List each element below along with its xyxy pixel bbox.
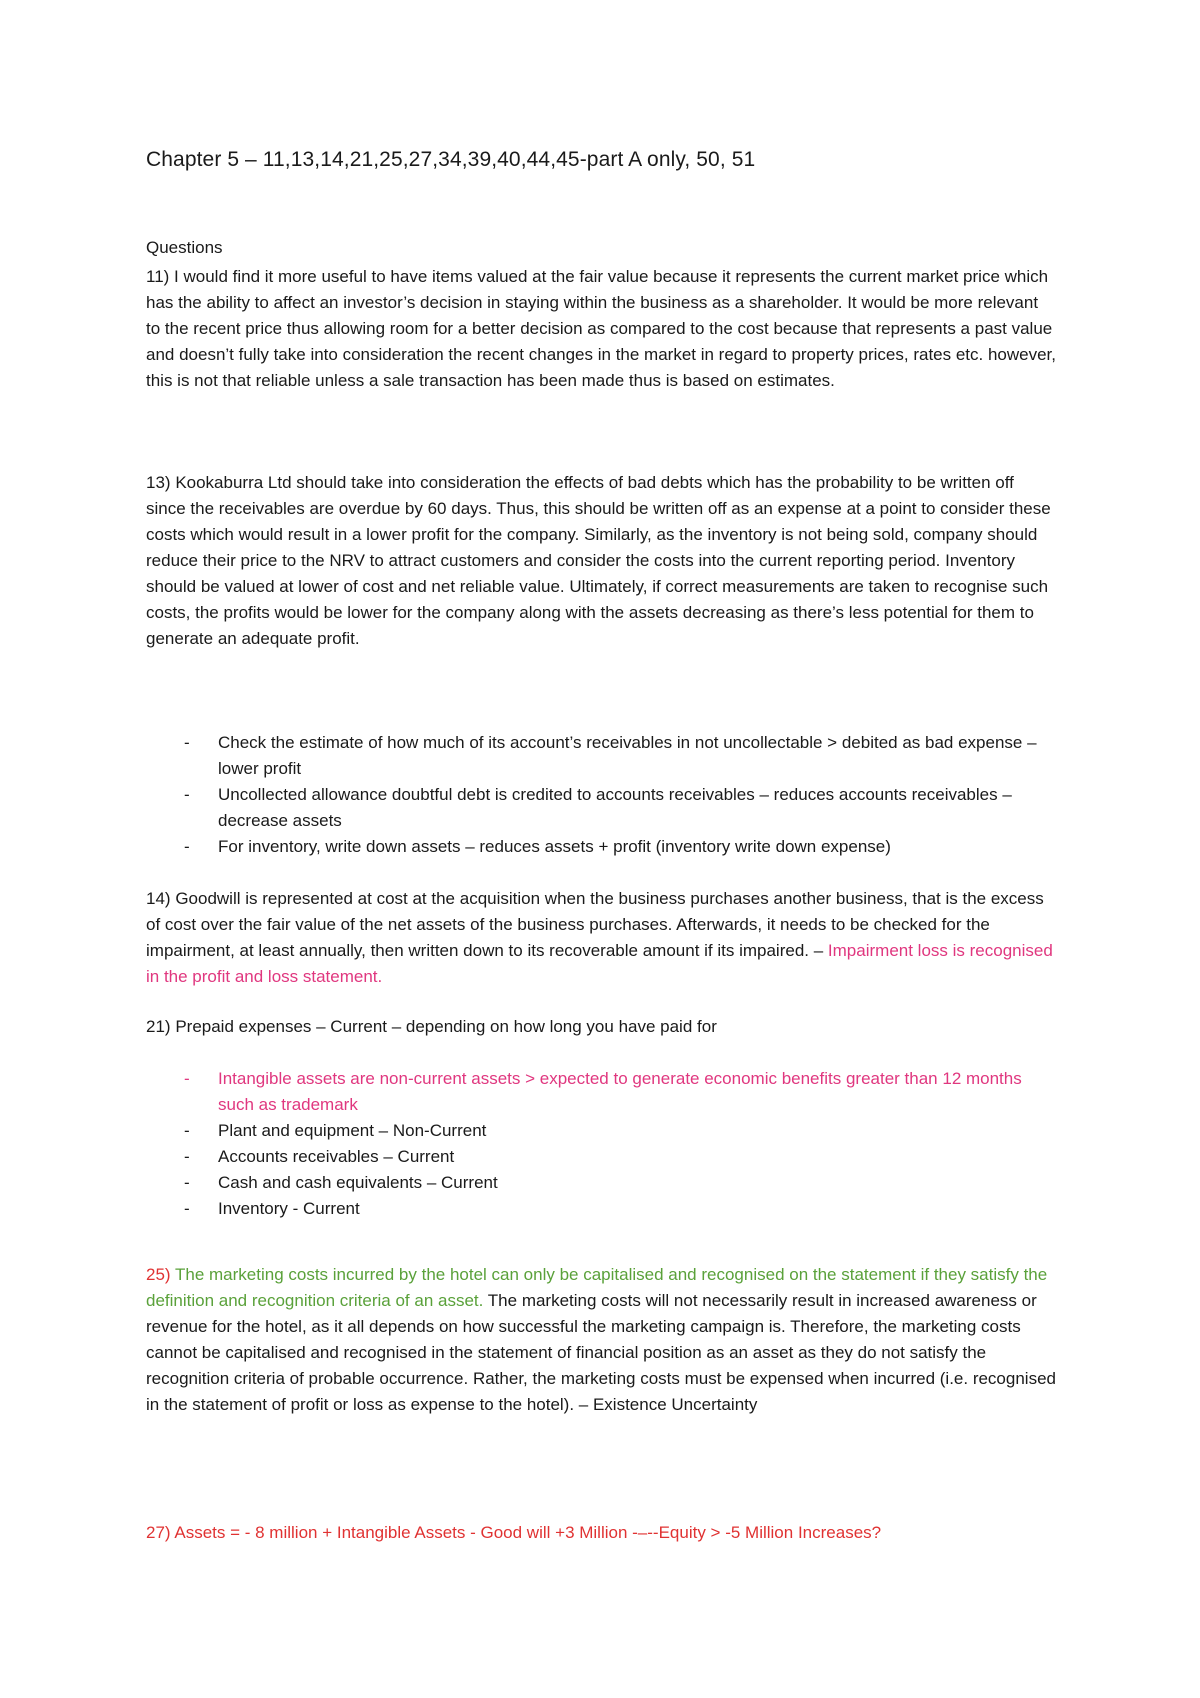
question-number: 11) <box>146 267 170 286</box>
list-item-text: Inventory - Current <box>218 1199 360 1218</box>
question-number: 21) <box>146 1017 171 1036</box>
list-item <box>146 1144 1056 1170</box>
list-item-text: Intangible assets are non-current assets > expected to generate economic benefits greater than 12 months such as trademark <box>218 1069 1022 1114</box>
answer-text: I would find it more useful to have items valued at the fair value because it represents the current market price which has the ability to affect an investor’s decision in staying within the business as a shareholder. It would be more relevant to the recent price thus allowing room for a better decision as compared to the cost because that represents a past value and doesn’t fully take into consideration the recent changes in the market in regard to property prices, rates etc. however, this is not that reliable unless a sale transaction has been made thus is based on estimates. <box>146 267 1057 390</box>
question-21-bullets <box>146 1066 1056 1222</box>
bullet-dash: - <box>184 837 190 856</box>
bullet-dash: - <box>184 1069 190 1088</box>
bullet-dash: - <box>184 1199 190 1218</box>
list-item-text: Uncollected allowance doubtful debt is credited to accounts receivables – reduces accounts receivables – decrease assets <box>218 785 1012 830</box>
question-11 <box>146 264 1056 394</box>
question-number: 25) <box>146 1265 171 1284</box>
highlighted-text: The marketing costs incurred by the hotel can only be capitalised and recognised on the statement if they satisfy the definition and recognition criteria of an asset. <box>146 1265 1048 1310</box>
bullet-dash: - <box>184 1147 190 1166</box>
document-title: Chapter 5 – 11,13,14,21,25,27,34,39,40,44,45-part A only, 50, 51 <box>146 148 756 171</box>
question-13 <box>146 470 1056 652</box>
list-item-text: Plant and equipment – Non-Current <box>218 1121 487 1140</box>
question-13-bullets <box>146 730 1056 860</box>
question-21 <box>146 1014 1056 1040</box>
question-14 <box>146 886 1056 990</box>
list-item <box>146 1118 1056 1144</box>
list-item <box>146 782 1056 834</box>
list-item <box>146 1170 1056 1196</box>
list-item-text: Cash and cash equivalents – Current <box>218 1173 498 1192</box>
bullet-dash: - <box>184 733 190 752</box>
bullet-dash: - <box>184 1173 190 1192</box>
list-item <box>146 730 1056 782</box>
bullet-dash: - <box>184 1121 190 1140</box>
highlighted-text: Impairment loss is recognised in the profit and loss statement. <box>146 941 1053 986</box>
list-item <box>146 834 1056 860</box>
answer-text: Goodwill is represented at cost at the acquisition when the business purchases another business, that is the excess of cost over the fair value of the net assets of the business purchases. Afterwards, it needs to be checked for the impairment, at least annually, then written down to its recoverable amount if its impaired. – <box>146 889 1044 960</box>
answer-text: Kookaburra Ltd should take into consideration the effects of bad debts which has the probability to be written off since the receivables are overdue by 60 days. Thus, this should be written off as an expense at a point to consider these costs which would result in a lower profit for the company. Similarly, as the inventory is not being sold, company should reduce their price to the NRV to attract customers and consider the costs into the current reporting period. Inventory should be valued at lower of cost and net reliable value. Ultimately, if correct measurements are taken to recognise such costs, the profits would be lower for the company along with the assets decreasing as there’s less potential for them to generate an adequate profit. <box>146 473 1051 648</box>
question-number: 14) <box>146 889 171 908</box>
answer-text: The marketing costs will not necessarily result in increased awareness or revenue for the hotel, as it all depends on how successful the marketing campaign is. Therefore, the marketing costs cannot be capitalised and recognised in the statement of financial position as an asset as they do not satisfy the recognition criteria of probable occurrence. Rather, the marketing costs must be expensed when incurred (i.e. recognised in the statement of profit or loss as expense to the hotel). – Existence Uncertainty <box>146 1291 1056 1414</box>
question-number: 13) <box>146 473 171 492</box>
question-25 <box>146 1262 1056 1418</box>
section-heading: Questions <box>146 238 223 257</box>
bullet-dash: - <box>184 785 190 804</box>
list-item <box>146 1196 1056 1222</box>
list-item-text: Check the estimate of how much of its account’s receivables in not uncollectable > debited as bad expense – lower profit <box>218 733 1037 778</box>
list-item-text: For inventory, write down assets – reduces assets + profit (inventory write down expense) <box>218 837 891 856</box>
list-item <box>146 1066 1056 1118</box>
answer-text: 27) Assets = - 8 million + Intangible Assets - Good will +3 Million -–--Equity > -5 Million Increases? <box>146 1523 882 1542</box>
list-item-text: Accounts receivables – Current <box>218 1147 455 1166</box>
answer-text: Prepaid expenses – Current – depending on how long you have paid for <box>175 1017 717 1036</box>
question-27 <box>146 1520 1056 1546</box>
